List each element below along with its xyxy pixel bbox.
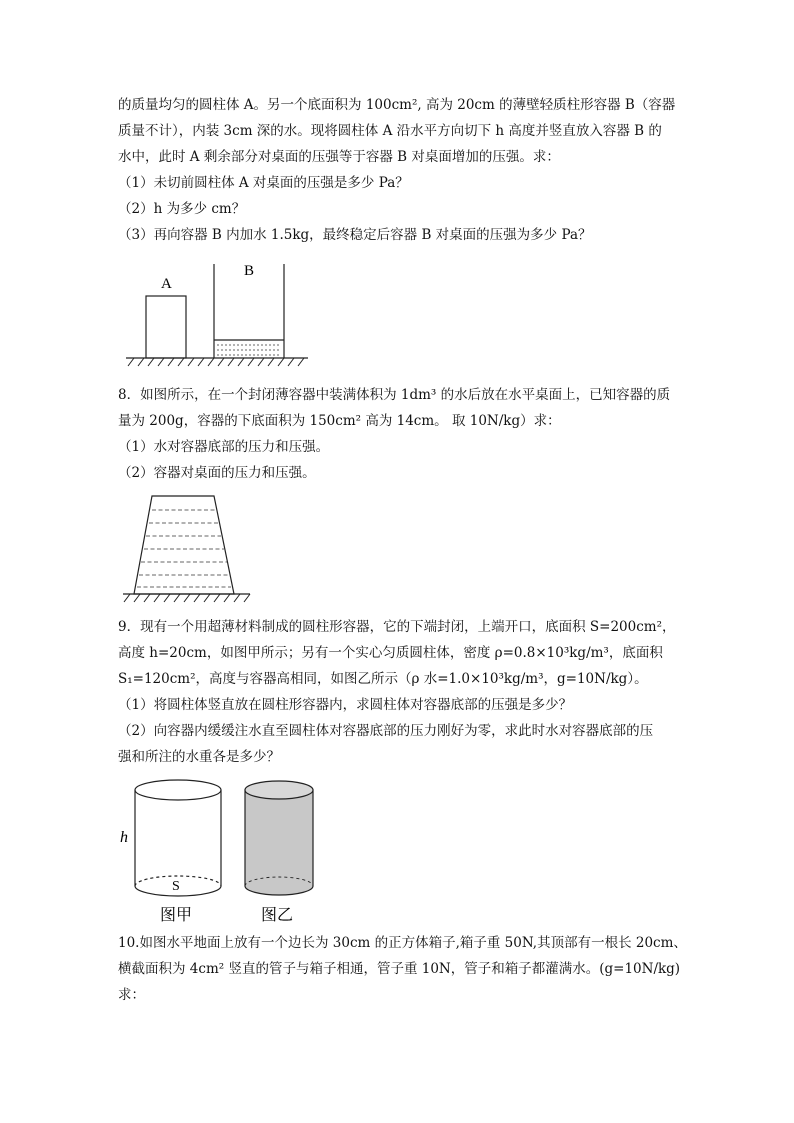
q9-line-1: 9．现有一个用超薄材料制成的圆柱形容器，它的下端封闭，上端开口，底面积 S=200cm²，	[118, 619, 676, 635]
q7-line-2: 质量不计），内装 3cm 深的水。现将圆柱体 A 沿水平方向切下 h 高度并竖直放入容器 B 的	[118, 123, 662, 139]
q8-line-2: 量为 200g，容器的下底面积为 150cm² 高为 14cm。 取 10N/kg）求：	[118, 413, 561, 429]
label-b: B	[244, 263, 255, 279]
q7-part-3: （3）再向容器 B 内加水 1.5kg，最终稳定后容器 B 对桌面的压强为多少 Pa？	[118, 227, 592, 243]
q10-line-3: 求：	[118, 987, 145, 1003]
label-h: h	[120, 829, 128, 846]
q9-part-2-cont: 强和所注的水重各是多少？	[118, 749, 280, 765]
water-dashes	[217, 345, 281, 355]
q10-line-1: 10.如图水平地面上放有一个边长为 30cm 的正方体箱子,箱子重 50N,其顶部有一根长 20cm、	[118, 935, 687, 951]
q10-line-2: 横截面积为 4cm² 竖直的管子与箱子相通，管子重 10N，管子和箱子都灌满水。(g=10N/kg)	[118, 961, 681, 977]
q7-line-3: 水中，此时 A 剩余部分对桌面的压强等于容器 B 对桌面增加的压强。求：	[118, 149, 560, 165]
table-hatch	[124, 594, 250, 602]
q9-part-1: （1）将圆柱体竖直放在圆柱形容器内，求圆柱体对容器底部的压强是多少？	[118, 697, 573, 713]
label-a: A	[161, 276, 172, 292]
q9-figure	[112, 776, 322, 926]
cylinder-yi	[245, 781, 313, 895]
q9-line-2: 高度 h=20cm，如图甲所示；另有一个实心匀质圆柱体，密度 ρ=0.8×10³kg/m³，底面积	[118, 645, 663, 661]
q8-figure	[118, 490, 258, 608]
q8-part-2: （2）容器对桌面的压力和压强。	[118, 465, 316, 481]
caption-yi: 图乙	[261, 907, 294, 924]
frustum-container	[134, 496, 234, 594]
q7-line-1: 的质量均匀的圆柱体 A。另一个底面积为 100cm², 高为 20cm 的薄壁轻质柱形容器 B（容器	[118, 97, 676, 113]
q7-figure	[118, 258, 318, 370]
label-s: S	[172, 879, 180, 894]
caption-jia: 图甲	[160, 907, 193, 924]
q7-part-1: （1）未切前圆柱体 A 对桌面的压强是多少 Pa？	[118, 175, 409, 191]
q8-line-1: 8．如图所示，在一个封闭薄容器中装满体积为 1dm³ 的水后放在水平桌面上，已知容器的质	[118, 387, 671, 403]
q8-part-1: （1）水对容器底部的压力和压强。	[118, 439, 330, 455]
q7-part-2: （2）h 为多少 cm？	[118, 201, 246, 217]
q9-line-3: S₁=120cm²，高度与容器高相同，如图乙所示（ρ 水=1.0×10³kg/m³，g=10N/kg）。	[118, 671, 648, 687]
q9-part-2: （2）向容器内缓缓注水直至圆柱体对容器底部的压力刚好为零，求此时水对容器底部的压	[118, 723, 654, 739]
table-hatch	[128, 358, 304, 366]
cylinder-a	[146, 296, 186, 358]
